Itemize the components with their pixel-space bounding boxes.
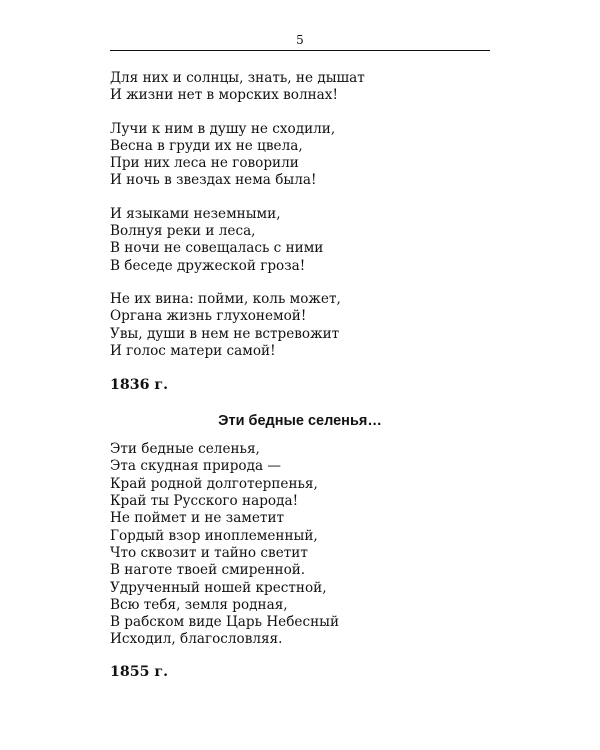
poem-line: Что сквозит и тайно светит bbox=[110, 544, 308, 561]
poem-line: Волнуя реки и леса, bbox=[110, 223, 256, 240]
poem-2-body bbox=[110, 441, 490, 649]
poem-line: Увы, души в нем не встревожит bbox=[110, 325, 340, 342]
poem-line: Эти бедные селенья, bbox=[110, 441, 260, 458]
poem-line: Край родной долготерпенья, bbox=[110, 475, 318, 492]
poem-line: В рабском виде Царь Небесный bbox=[110, 614, 340, 631]
poem-line: Всю тебя, земля родная, bbox=[110, 596, 288, 613]
header-rule bbox=[110, 50, 490, 51]
page-number: 5 bbox=[296, 33, 304, 47]
poem-1-stanza-4 bbox=[110, 291, 490, 360]
poem-line: Гордый взор иноплеменный, bbox=[110, 527, 318, 544]
poem-line: Удрученный ношей крестной, bbox=[110, 579, 327, 596]
poem-2-date: 1855 г. bbox=[110, 663, 169, 680]
poem-line: Не поймет и не заметит bbox=[110, 510, 285, 527]
poem-line: Лучи к ним в душу не сходили, bbox=[110, 120, 336, 137]
poem-line: И голос матери самой! bbox=[110, 342, 276, 359]
poem-1-stanza-3 bbox=[110, 206, 490, 275]
poem-line: При них леса не говорили bbox=[110, 155, 299, 172]
poem-2-title: Эти бедные селенья… bbox=[218, 413, 382, 430]
poem-line: В беседе дружеской гроза! bbox=[110, 257, 306, 274]
poem-1-stanza-2 bbox=[110, 121, 490, 190]
poem-line: Исходил, благословляя. bbox=[110, 631, 283, 648]
poem-line: Не их вина: пойми, коль может, bbox=[110, 290, 341, 307]
poem-1 bbox=[110, 70, 490, 394]
poem-1-date: 1836 г. bbox=[110, 377, 169, 394]
poem-line: Край ты Русского народа! bbox=[110, 493, 299, 510]
poem-line: В ночи не совещалась с ними bbox=[110, 240, 324, 257]
page-content bbox=[110, 70, 490, 681]
poem-line: И жизни нет в морских волнах! bbox=[110, 87, 338, 104]
poem-line: Эта скудная природа — bbox=[110, 458, 281, 475]
poem-line: Органа жизнь глухонемой! bbox=[110, 308, 307, 325]
poem-line: В наготе твоей смиренной. bbox=[110, 562, 306, 579]
poem-line: И языками неземными, bbox=[110, 205, 281, 222]
poem-line: Для них и солнцы, знать, не дышат bbox=[110, 70, 365, 86]
poem-line: И ночь в звездах нема была! bbox=[110, 172, 317, 189]
poem-line: Весна в груди их не цвела, bbox=[110, 137, 303, 154]
poem-2 bbox=[110, 412, 490, 681]
poem-1-stanza-1 bbox=[110, 70, 490, 105]
